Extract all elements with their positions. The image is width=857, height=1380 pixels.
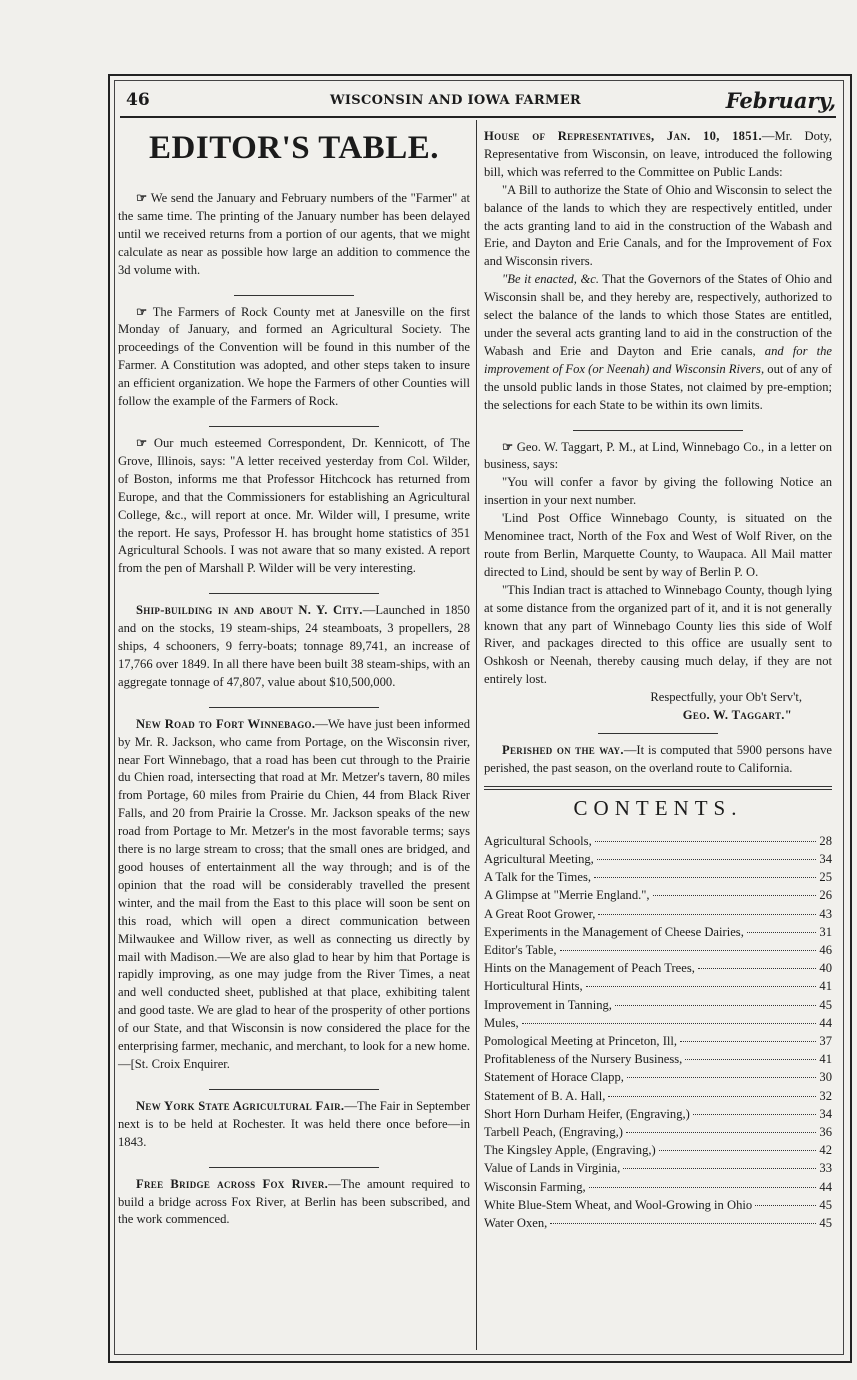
contents-entry-page: 30 — [819, 1070, 832, 1085]
paragraph-perished — [484, 742, 832, 778]
contents-entry-page: 42 — [819, 1143, 832, 1158]
contents-entry — [484, 1178, 832, 1196]
contents-entry-title: Statement of B. A. Hall, — [484, 1088, 606, 1103]
paragraph-notice-request: "You will confer a favor by giving the following Notice an insertion in your next number. — [484, 475, 832, 508]
leader-dots — [626, 1132, 816, 1133]
section-divider — [209, 1081, 379, 1090]
leader-dots — [560, 950, 817, 951]
contents-entry-title: Value of Lands in Virginia, — [484, 1161, 621, 1176]
section-divider — [209, 418, 379, 427]
paragraph-indian-tract: "This Indian tract is attached to Winnebago County, though lying at some distance from the organized part of it, and it is not generally known that any part of Winnebago County lies this side of Wolf River, and packages directed to this office are usually sent to Oshkosh or Neenah, thereby causing much delay, if they are not entirely lost. — [484, 582, 832, 687]
section-divider — [209, 699, 379, 708]
contents-entry — [484, 959, 832, 977]
contents-entry-title: Profitableness of the Nursery Business, — [484, 1052, 683, 1067]
leader-dots — [698, 968, 816, 969]
contents-entry — [484, 941, 832, 959]
article-heading: New York State Agricultural Fair. — [136, 1098, 345, 1113]
contents-entry-title: Agricultural Schools, — [484, 833, 592, 848]
signature-line — [484, 707, 832, 725]
leader-dots — [693, 1114, 817, 1115]
leader-dots — [680, 1041, 816, 1042]
paragraph-text: Our much esteemed Correspondent, Dr. Kennicott, of The Grove, Illinois, says: "A letter received yesterday from Col. Wilder, of Boston, informs me that Professor Hitchcock has returned from Europe, and that the Commissioners for establishing an Agricultural College, &c., will report at once. Mr. Wilder will, I presume, write the report. He says, Professor H. has brought home statistics of 351 Agricultural Schools. I was not aware that so many existed. A report from the pen of Marshall P. Wilder will be very interesting. — [118, 435, 470, 576]
contents-entry — [484, 1214, 832, 1232]
contents-entry-title: Mules, — [484, 1015, 519, 1030]
paragraph-text: —We have just been informed by Mr. R. Jackson, who came from Portage, on the Wisconsin river, near Fort Winnebago, that a road has been cut through to the Prairie du Chien road, intersecting that road at Mr. Metzer's tavern, 80 miles from Portage, 60 miles from Prairie du Chien, 44 from Black River Falls, and 20 from Prairie la Crosse. Mr. Jackson speaks of the new road from Portage to Mr. Metzer's in the most favorable terms; says there is no large stream to cross; that the small ones are bridged, and good houses of entertainment all the way through; and is of the opinion that the road will be considerably travelled the present winter, and the mail from the East to this place will soon be sent on this road, which will open a direct communication between Milwaukee and Willow river, as well as connecting us directly by mail with Madison.—We are also glad to hear by him that Portage is rapidly improving, as one may judge from the River Times, a neat and well conducted sheet, published at that place, exhibiting talent and good taste. We are glad to hear of the prosperity of other portions of our State, and that Wisconsin is now considered the place for the enterprising farmer, mechanic, and merchant, to look for a new home.—[St. Croix Enquirer. — [118, 716, 470, 1071]
paragraph-text: —The amount required to build a bridge across Fox River, at Berlin has been subscribed, and the work commenced. — [118, 1176, 470, 1227]
contents-entry — [484, 1032, 832, 1050]
contents-entry-title: Short Horn Durham Heifer, (Engraving,) — [484, 1106, 690, 1121]
contents-entry-page: 40 — [819, 961, 832, 976]
left-column — [118, 128, 470, 1229]
page-number: 46 — [126, 90, 150, 110]
paragraph-text: —Launched in 1850 and on the stocks, 19 steam-ships, 24 steamboats, 3 propellers, 28 ships, 4 schooners, 9 ferry-boats; tonnage 89,741, an increase of 17,766 over 1849. In all there have been built 38 steam-ships, with an aggregate tonnage of 47,807, value about $10,500,000. — [118, 603, 470, 689]
leader-dots — [586, 986, 817, 987]
signoff: Respectfully, your Ob't Serv't, — [650, 690, 802, 705]
hand-icon: ☞ — [136, 304, 148, 319]
contents-entry — [484, 996, 832, 1014]
paragraph-text: out of any of the unsold public lands in those States, not claimed by pre-emption; the selections for each State to be within its own limits. — [484, 361, 832, 412]
contents-entry-page: 33 — [819, 1161, 832, 1176]
paragraph-text: —It is computed that 5900 persons have perished, the past season, on the overland route to California. — [484, 743, 833, 775]
paragraph-text: Geo. W. Taggart, P. M., at Lind, Winnebago Co., in a letter on business, says: — [484, 439, 832, 472]
paragraph-bill: "A Bill to authorize the State of Ohio and Wisconsin to select the balance of the lands to which they are respectively entitled, under the acts granting land to aid in the construction of the Wabash and Erie, and Dayton and Erie Canals, and for the Improvement of Fox and Wisconsin rivers. — [484, 182, 832, 269]
leader-dots — [623, 1168, 816, 1169]
article-heading: Perished on the way. — [502, 743, 624, 757]
leader-dots — [659, 1150, 817, 1151]
leader-dots — [615, 1005, 816, 1006]
contents-entry-page: 37 — [819, 1033, 832, 1048]
paragraph-house-of-representatives — [484, 128, 832, 182]
running-title: WISCONSIN AND IOWA FARMER — [330, 93, 582, 108]
contents-entry-title: Pomological Meeting at Princeton, Ill, — [484, 1033, 678, 1048]
contents-entry-page: 46 — [819, 942, 832, 957]
month-label: February, — [725, 88, 836, 113]
contents-entry-page: 34 — [819, 851, 832, 866]
paragraph-rock-county — [118, 304, 470, 411]
hand-icon: ☞ — [502, 439, 514, 454]
contents-entry — [484, 923, 832, 941]
article-heading: House of Representatives, Jan. 10, 1851. — [484, 129, 762, 143]
hand-icon: ☞ — [136, 435, 148, 450]
contents-entry-title: Water Oxen, — [484, 1215, 548, 1230]
contents-entry-page: 45 — [819, 1197, 832, 1212]
contents-entry-title: Tarbell Peach, (Engraving,) — [484, 1124, 623, 1139]
leader-dots — [608, 1096, 816, 1097]
contents-entry-page: 28 — [819, 833, 832, 848]
contents-entry — [484, 886, 832, 904]
leader-dots — [685, 1059, 816, 1060]
contents-entry — [484, 832, 832, 850]
contents-entry — [484, 1050, 832, 1068]
leader-dots — [589, 1187, 817, 1188]
contents-entry-page: 25 — [819, 870, 832, 885]
contents-entry-page: 45 — [819, 1215, 832, 1230]
contents-entry — [484, 905, 832, 923]
contents-entry — [484, 977, 832, 995]
paragraph-text: That the Governors of the States of Ohio and Wisconsin shall be, and they hereby are, respectively, authorized to select the balance of the lands to which those States are entitled, under the several acts granting land to aid in the construction of the Wabash and Erie and Dayton and Erie canals, — [484, 272, 832, 358]
paragraph-text: —The Fair in September next is to be held at Rochester. It was held there once before—in 1843. — [118, 1098, 470, 1149]
contents-entry-title: Statement of Horace Clapp, — [484, 1070, 624, 1085]
article-heading: Free Bridge across Fox River. — [136, 1176, 329, 1191]
paragraph-taggart — [484, 439, 832, 475]
section-divider — [598, 725, 718, 734]
contents-list — [484, 832, 832, 1232]
paragraph-text: The Farmers of Rock County met at Janesville on the first Monday of January, and formed an Agricultural Society. The proceedings of the Convention will be found in this number of the Farmer. A Constitution was adopted, and other steps taken to insure an efficient organization. We hope the Farmers of other Counties will follow the example of the Farmers of Rock. — [118, 304, 470, 409]
enactment-italic: and for the improvement of Fox (or Neenah) and Wisconsin Rivers, — [484, 343, 832, 376]
leader-dots — [597, 859, 817, 860]
section-divider — [209, 1159, 379, 1168]
contents-entry — [484, 1123, 832, 1141]
column-divider — [476, 120, 477, 1350]
contents-entry-title: Wisconsin Farming, — [484, 1179, 586, 1194]
contents-entry-title: Experiments in the Management of Cheese Dairies, — [484, 924, 744, 939]
leader-dots — [653, 895, 817, 896]
section-divider — [209, 585, 379, 594]
contents-entry-page: 43 — [819, 906, 832, 921]
paragraph-ship-building — [118, 602, 470, 692]
paragraph-january-february — [118, 190, 470, 280]
article-heading: Ship-building in and about N. Y. City. — [136, 603, 363, 618]
contents-entry-title: Editor's Table, — [484, 942, 557, 957]
running-header — [120, 88, 836, 114]
contents-entry-page: 44 — [819, 1179, 832, 1194]
contents-entry-title: A Great Root Grower, — [484, 906, 596, 921]
paragraph-kennicott — [118, 435, 470, 578]
paragraph-new-road — [118, 716, 470, 1074]
contents-entry — [484, 1141, 832, 1159]
contents-entry — [484, 1087, 832, 1105]
paragraph-enactment — [484, 271, 832, 414]
contents-entry-title: A Talk for the Times, — [484, 870, 591, 885]
contents-entry-title: The Kingsley Apple, (Engraving,) — [484, 1143, 656, 1158]
contents-entry — [484, 1159, 832, 1177]
contents-entry — [484, 1068, 832, 1086]
contents-entry — [484, 850, 832, 868]
article-heading: New Road to Fort Winnebago. — [136, 716, 316, 731]
contents-rule — [484, 786, 832, 790]
contents-entry-page: 44 — [819, 1015, 832, 1030]
leader-dots — [595, 841, 817, 842]
contents-entry-title: Improvement in Tanning, — [484, 997, 612, 1012]
contents-entry — [484, 1014, 832, 1032]
leader-dots — [598, 914, 816, 915]
contents-entry-page: 34 — [819, 1106, 832, 1121]
paragraph-free-bridge — [118, 1176, 470, 1230]
hand-icon: ☞ — [136, 191, 148, 205]
signature: Geo. W. Taggart." — [682, 708, 792, 723]
leader-dots — [594, 877, 816, 878]
contents-entry — [484, 1105, 832, 1123]
right-column — [484, 128, 832, 1232]
editors-table-title: EDITOR'S TABLE. — [149, 130, 439, 166]
contents-entry — [484, 1196, 832, 1214]
leader-dots — [755, 1205, 816, 1206]
paragraph-lind-post-office: 'Lind Post Office Winnebago County, is situated on the Menominee tract, North of the Fox and West of Wolf River, on the route from Berlin, Marquette County, to Waupaca. All Mail matter directed to Lind, should be sent by way of Berlin P. O. — [484, 511, 832, 579]
contents-entry-title: Horticultural Hints, — [484, 979, 583, 994]
contents-entry — [484, 868, 832, 886]
contents-entry-page: 41 — [819, 1052, 832, 1067]
contents-entry-page: 26 — [819, 888, 832, 903]
contents-entry-title: White Blue-Stem Wheat, and Wool-Growing in Ohio — [484, 1197, 753, 1212]
paragraph-state-fair — [118, 1098, 470, 1152]
contents-entry-page: 41 — [819, 979, 832, 994]
contents-entry-page: 32 — [819, 1088, 832, 1103]
contents-entry-page: 36 — [819, 1124, 832, 1139]
contents-title: CONTENTS. — [573, 795, 743, 820]
header-rule — [120, 116, 836, 118]
paragraph-text: —Mr. Doty, Representative from Wisconsin, on leave, introduced the following bill, which was referred to the Committee on Public Lands: — [484, 129, 833, 179]
contents-entry-title: Hints on the Management of Peach Trees, — [484, 961, 695, 976]
paragraph-text: We send the January and February numbers of the "Farmer" at the same time. The printing of the January number has been delayed until we received returns from a portion of our agents, that we might calculate as near as possible how large an addition to commence the 3d volume with. — [118, 191, 471, 277]
contents-entry-page: 31 — [819, 924, 832, 939]
leader-dots — [627, 1077, 817, 1078]
enactment-lead: "Be it enacted, &c. — [502, 272, 599, 287]
contents-entry-title: A Glimpse at "Merrie England.", — [484, 888, 650, 903]
contents-entry-page: 45 — [819, 997, 832, 1012]
section-divider — [234, 287, 354, 296]
contents-entry-title: Agricultural Meeting, — [484, 851, 594, 866]
leader-dots — [522, 1023, 817, 1024]
leader-dots — [747, 932, 817, 933]
leader-dots — [550, 1223, 816, 1224]
section-divider — [573, 422, 743, 431]
